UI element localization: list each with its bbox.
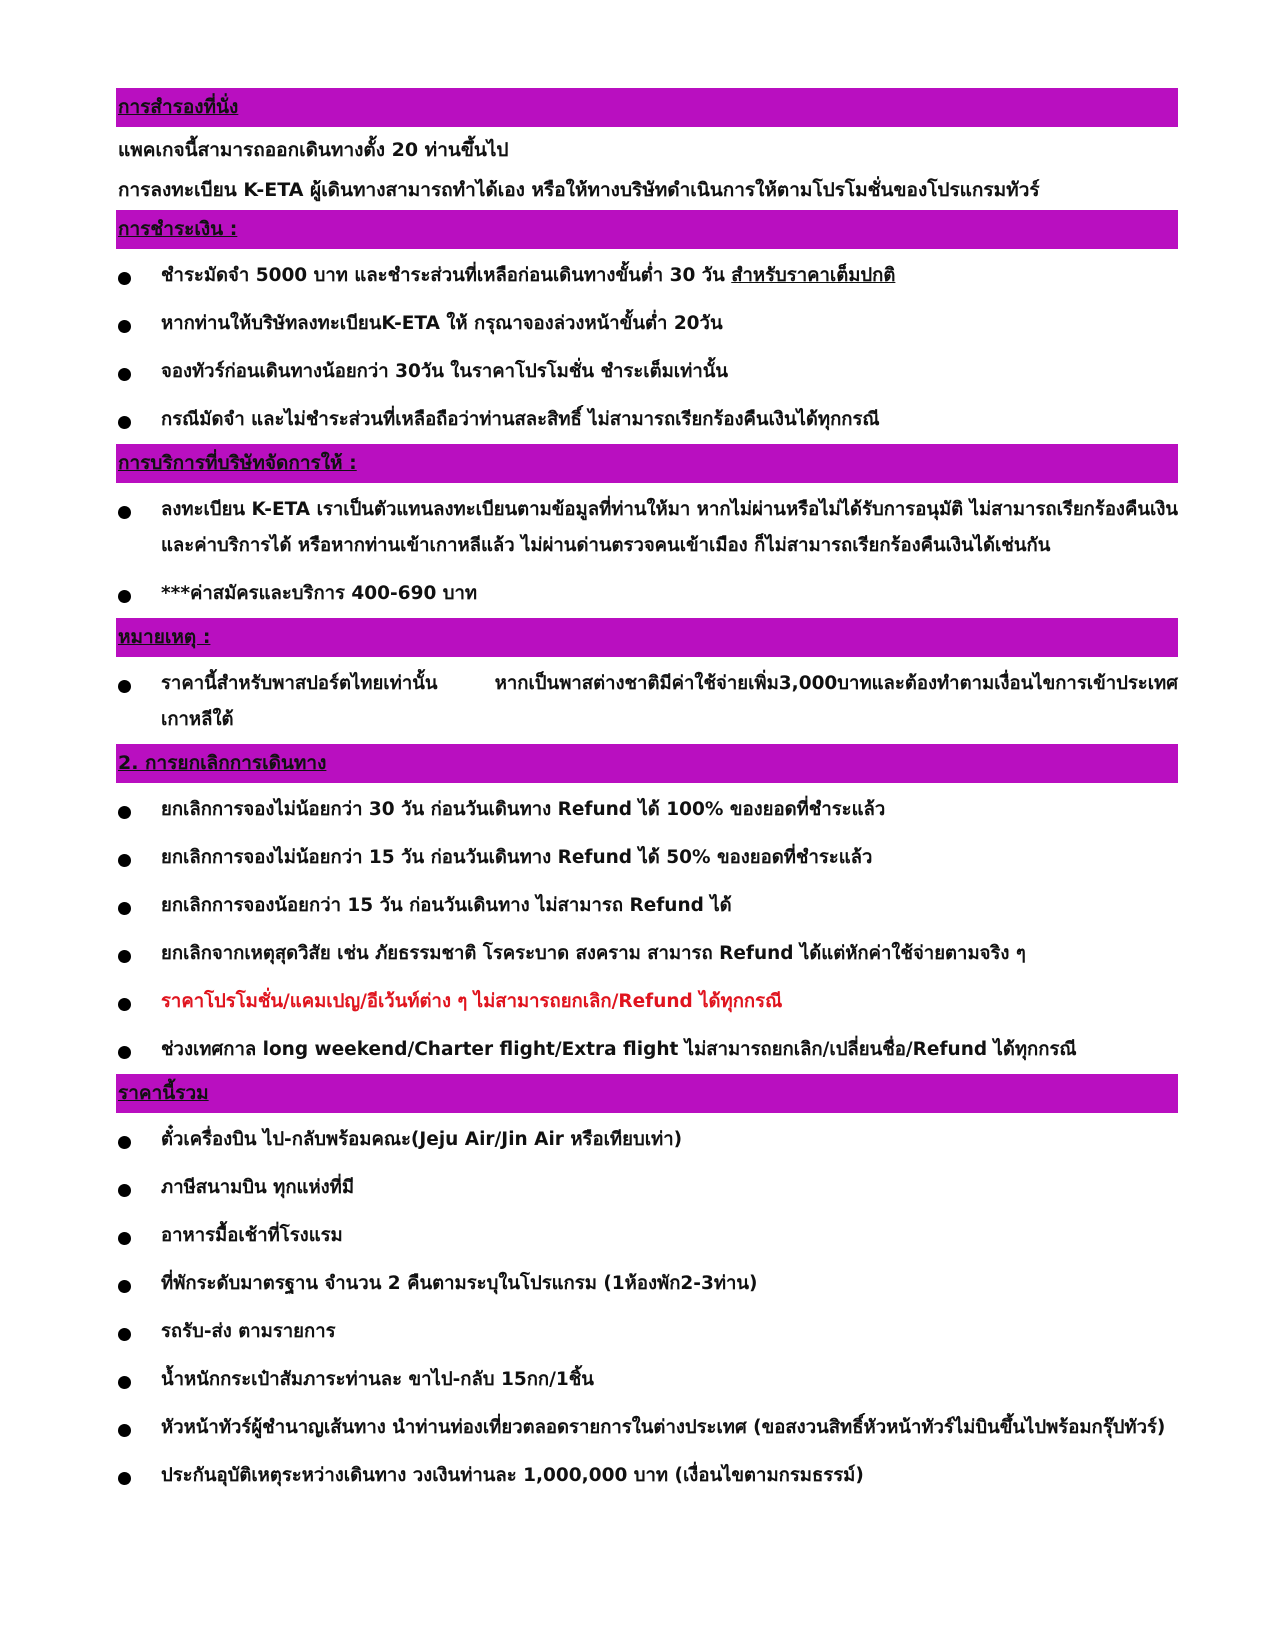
bullet-icon xyxy=(118,416,131,429)
list-item xyxy=(116,1452,1178,1500)
bullet-icon xyxy=(118,1328,131,1341)
list-item xyxy=(116,1116,1178,1164)
list-item-text: ยกเลิกการจองน้อยกว่า 15 วัน ก่อนวันเดินทาง ไม่สามารถ Refund ได้ xyxy=(161,895,732,916)
list-item xyxy=(116,1356,1178,1404)
list-item xyxy=(116,1164,1178,1212)
list-item xyxy=(116,300,1178,348)
list-item-text: หัวหน้าทัวร์ผู้ชำนาญเส้นทาง นำท่านท่องเที่ยวตลอดรายการในต่างประเทศ (ขอสงวนสิทธิ์หัวหน้าทัวร์ไม่บินขึ้นไปพร้อมกรุ๊ปทัวร์) xyxy=(161,1417,1166,1438)
list-item xyxy=(116,486,1178,570)
bullet-list xyxy=(116,486,1178,618)
list-item-text: ยกเลิกการจองไม่น้อยกว่า 30 วัน ก่อนวันเดินทาง Refund ได้ 100% ของยอดที่ชำระแล้ว xyxy=(161,799,886,820)
list-item-text: ยกเลิกจากเหตุสุดวิสัย เช่น ภัยธรรมชาติ โรคระบาด สงคราม สามารถ Refund ได้แต่หักค่าใช้จ่ายตามจริง ๆ xyxy=(161,943,1026,964)
list-item xyxy=(116,882,1178,930)
bullet-icon xyxy=(118,1136,131,1149)
list-item-text: ราคาโปรโมชั่น/แคมเปญ/อีเว้นท์ต่าง ๆ ไม่สามารถยกเลิก/Refund ได้ทุกกรณี xyxy=(161,991,783,1012)
bullet-icon xyxy=(118,998,131,1011)
bullet-icon xyxy=(118,1424,131,1437)
bullet-icon xyxy=(118,1376,131,1389)
list-item-text: ***ค่าสมัครและบริการ 400-690 บาท xyxy=(161,583,478,604)
list-item xyxy=(116,1026,1178,1074)
list-item-text: ลงทะเบียน K-ETA เราเป็นตัวแทนลงทะเบียนตามข้อมูลที่ท่านให้มา หากไม่ผ่านหรือไม่ได้รับการอนุมัติ ไม่สามารถเรียกร้องคืนเงินและค่าบริการได้ หรือหากท่านเข้าเกาหลีแล้ว ไม่ผ่านด่านตรวจคนเข้าเมือง ก็ไม่สามารถเรียกร้องคืนเงินได้เช่นกัน xyxy=(161,499,1178,556)
document-page xyxy=(116,88,1178,1500)
list-item xyxy=(116,1404,1178,1452)
list-item-text: หากท่านให้บริษัทลงทะเบียนK-ETA ให้ กรุณาจองล่วงหน้าขั้นต่ำ 20วัน xyxy=(161,313,723,334)
list-item xyxy=(116,834,1178,882)
bullet-list xyxy=(116,1116,1178,1500)
list-item-text: ราคานี้สำหรับพาสปอร์ตไทยเท่านั้น หากเป็นพาสต่างชาติมีค่าใช้จ่ายเพิ่ม3,000บาทและต้องทำตามเงื่อนไขการเข้าประเทศเกาหลีใต้ xyxy=(161,673,1178,730)
section-title: การสำรองที่นั่ง xyxy=(118,96,239,118)
bullet-list xyxy=(116,786,1178,1074)
list-item-text: ชำระมัดจำ 5000 บาท และชำระส่วนที่เหลือก่อนเดินทางขั้นต่ำ 30 วัน xyxy=(161,265,732,286)
list-item xyxy=(116,252,1178,300)
list-item xyxy=(116,786,1178,834)
section-title: หมายเหตุ : xyxy=(118,626,211,648)
bullet-icon xyxy=(118,590,131,603)
section-title: ราคานี้รวม xyxy=(118,1082,209,1104)
list-item xyxy=(116,1212,1178,1260)
list-item-text: รถรับ-ส่ง ตามรายการ xyxy=(161,1321,336,1342)
list-item-text: ประกันอุบัติเหตุระหว่างเดินทาง วงเงินท่านละ 1,000,000 บาท (เงื่อนไขตามกรมธรรม์) xyxy=(161,1465,864,1486)
section-header-remarks xyxy=(116,618,1178,657)
section-header-services xyxy=(116,444,1178,483)
section-header-payment xyxy=(116,210,1178,249)
section-header-cancellation xyxy=(116,744,1178,783)
list-item xyxy=(116,570,1178,618)
bullet-icon xyxy=(118,506,131,519)
bullet-icon xyxy=(118,1232,131,1245)
bullet-icon xyxy=(118,1184,131,1197)
list-item xyxy=(116,1260,1178,1308)
section-title: การบริการที่บริษัทจัดการให้ : xyxy=(118,452,357,474)
bullet-list xyxy=(116,252,1178,444)
list-item-highlight xyxy=(116,978,1178,1026)
list-item-text: ที่พักระดับมาตรฐาน จำนวน 2 คืนตามระบุในโปรแกรม (1ห้องพัก2-3ท่าน) xyxy=(161,1273,758,1294)
bullet-icon xyxy=(118,368,131,381)
list-item xyxy=(116,660,1178,744)
bullet-icon xyxy=(118,1046,131,1059)
list-item-text: น้ำหนักกระเป๋าสัมภาระท่านละ ขาไป-กลับ 15กก/1ชิ้น xyxy=(161,1369,594,1390)
underlined-text: สำหรับราคาเต็มปกติ xyxy=(731,265,896,286)
list-item-text: ตั๋วเครื่องบิน ไป-กลับพร้อมคณะ(Jeju Air/Jin Air หรือเทียบเท่า) xyxy=(161,1129,683,1150)
section-title: การชำระเงิน : xyxy=(118,218,238,240)
list-item xyxy=(116,348,1178,396)
list-item-text: กรณีมัดจำ และไม่ชำระส่วนที่เหลือถือว่าท่านสละสิทธิ์ ไม่สามารถเรียกร้องคืนเงินได้ทุกกรณี xyxy=(161,409,880,430)
bullet-icon xyxy=(118,950,131,963)
bullet-icon xyxy=(118,1280,131,1293)
paragraph: แพคเกจนี้สามารถออกเดินทางตั้ง 20 ท่านขึ้นไป xyxy=(118,139,509,161)
list-item xyxy=(116,1308,1178,1356)
bullet-list xyxy=(116,660,1178,744)
section-header-reservation xyxy=(116,88,1178,127)
bullet-icon xyxy=(118,680,131,693)
list-item-text: ยกเลิกการจองไม่น้อยกว่า 15 วัน ก่อนวันเดินทาง Refund ได้ 50% ของยอดที่ชำระแล้ว xyxy=(161,847,873,868)
bullet-icon xyxy=(118,854,131,867)
list-item-text: อาหารมื้อเช้าที่โรงแรม xyxy=(161,1225,343,1246)
bullet-icon xyxy=(118,806,131,819)
section-title: 2. การยกเลิกการเดินทาง xyxy=(118,752,327,774)
paragraph: การลงทะเบียน K-ETA ผู้เดินทางสามารถทำได้เอง หรือให้ทางบริษัทดำเนินการให้ตามโปรโมชั่นของโปรแกรมทัวร์ xyxy=(118,179,1040,201)
list-item-text: ภาษีสนามบิน ทุกแห่งที่มี xyxy=(161,1177,355,1198)
list-item-text: จองทัวร์ก่อนเดินทางน้อยกว่า 30วัน ในราคาโปรโมชั่น ชำระเต็มเท่านั้น xyxy=(161,361,729,382)
bullet-icon xyxy=(118,1472,131,1485)
list-item xyxy=(116,930,1178,978)
bullet-icon xyxy=(118,902,131,915)
list-item xyxy=(116,396,1178,444)
list-item-text: ช่วงเทศกาล long weekend/Charter flight/Extra flight ไม่สามารถยกเลิก/เปลี่ยนชื่อ/Refund ได้ทุกกรณี xyxy=(161,1039,1077,1060)
bullet-icon xyxy=(118,320,131,333)
bullet-icon xyxy=(118,272,131,285)
section-header-includes xyxy=(116,1074,1178,1113)
